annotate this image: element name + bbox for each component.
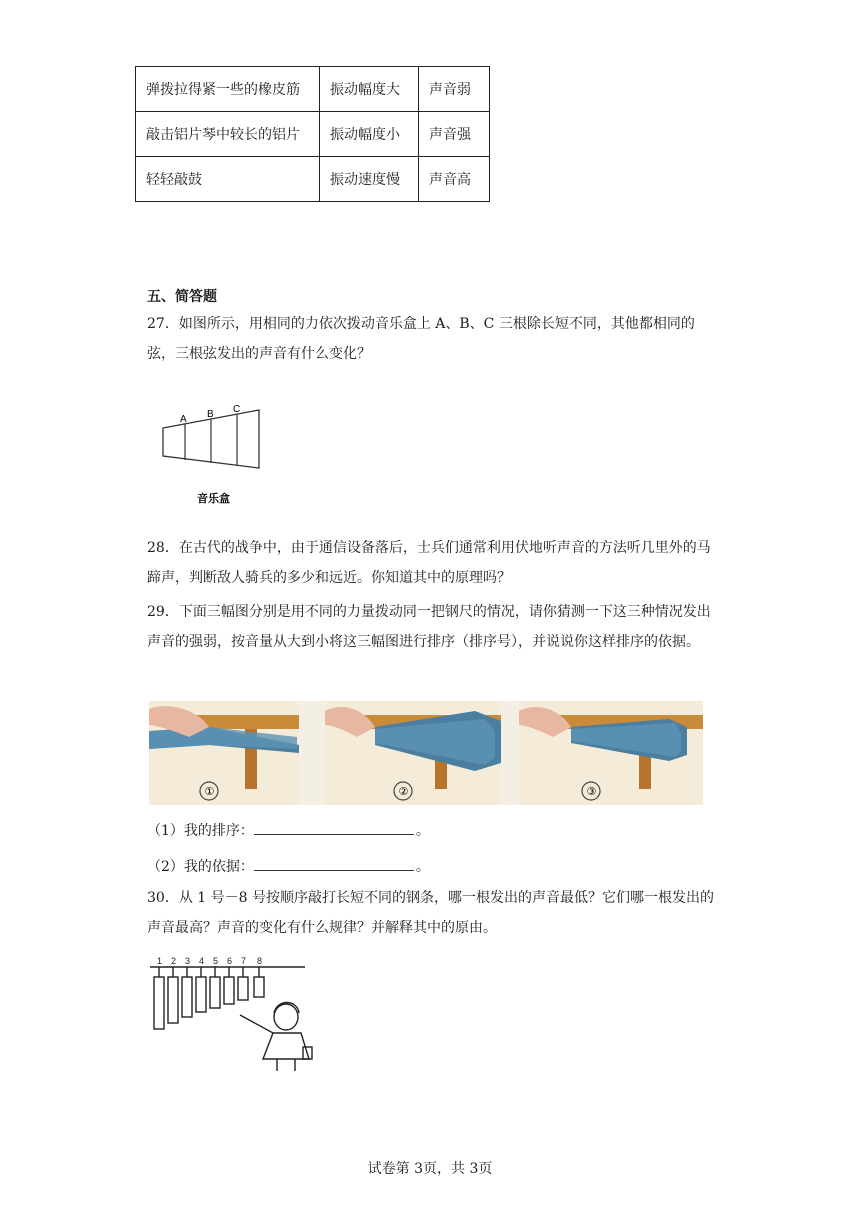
steel-bars-figure	[145, 955, 325, 1075]
music-box-figure	[155, 398, 270, 513]
answer-blank-1[interactable]	[254, 822, 414, 835]
table-row	[136, 67, 490, 112]
string-label-c: C	[233, 404, 241, 415]
sub1-label: （1）我的排序：	[147, 823, 254, 839]
svg-text:6: 6	[227, 956, 233, 966]
ruler-panel-2	[325, 701, 501, 805]
svg-text:5: 5	[213, 956, 219, 966]
table-cell: 声音高	[419, 157, 490, 202]
table-row	[136, 112, 490, 157]
section-title: 五、简答题	[147, 289, 217, 305]
ruler-panel-1	[149, 701, 299, 805]
sub2-label: （2）我的依据：	[147, 859, 254, 875]
ruler-photos	[149, 701, 703, 805]
svg-text:8: 8	[257, 956, 263, 966]
svg-text:3: 3	[185, 956, 191, 966]
q29-sub1: （1）我的排序： 。	[147, 823, 430, 839]
question-30: 30．从 1 号－8 号按顺序敲打长短不同的钢条，哪一根发出的声音最低？它们哪一根发出的声音最高？声音的变化有什么规律？并解释其中的原由。	[147, 890, 714, 936]
svg-text:2: 2	[171, 956, 177, 966]
string-label-a: A	[180, 414, 187, 425]
svg-text:7: 7	[241, 956, 247, 966]
page-footer: 试卷第 3页，共 3页	[367, 1161, 493, 1177]
svg-text:①: ①	[204, 785, 215, 798]
table-cell: 振动速度慢	[320, 157, 419, 202]
table-row	[136, 157, 490, 202]
table-cell: 轻轻敲鼓	[136, 157, 320, 202]
answer-blank-2[interactable]	[254, 858, 414, 871]
table-cell: 振动幅度大	[320, 67, 419, 112]
question-28: 28．在古代的战争中，由于通信设备落后，士兵们通常利用伏地听声音的方法听几里外的马蹄声，判断敌人骑兵的多少和远近。你知道其中的原理吗？	[147, 540, 711, 586]
teacher-figure	[240, 1003, 312, 1072]
table-cell: 声音弱	[419, 67, 490, 112]
q29-sub2: （2）我的依据： 。	[147, 859, 430, 875]
question-27: 27．如图所示，用相同的力依次拨动音乐盒上 A、B、C 三根除长短不同，其他都相同的弦，三根弦发出的声音有什么变化？	[147, 316, 695, 362]
table-cell: 敲击铝片琴中较长的铝片	[136, 112, 320, 157]
string-label-b: B	[207, 409, 214, 420]
ruler-panel-3	[519, 701, 703, 805]
svg-text:4: 4	[199, 956, 205, 966]
question-29: 29．下面三幅图分别是用不同的力量拨动同一把钢尺的情况，请你猜测一下这三种情况发出声音的强弱，按音量从大到小将这三幅图进行排序（排序号），并说说你这样排序的依据。	[147, 604, 711, 650]
table-cell: 弹拨拉得紧一些的橡皮筋	[136, 67, 320, 112]
figure-caption: 音乐盒	[197, 492, 230, 505]
svg-text:②: ②	[398, 785, 409, 798]
svg-text:1: 1	[157, 956, 163, 966]
table-cell: 声音强	[419, 112, 490, 157]
properties-table	[135, 66, 490, 202]
table-cell: 振动幅度小	[320, 112, 419, 157]
svg-text:③: ③	[586, 785, 597, 798]
